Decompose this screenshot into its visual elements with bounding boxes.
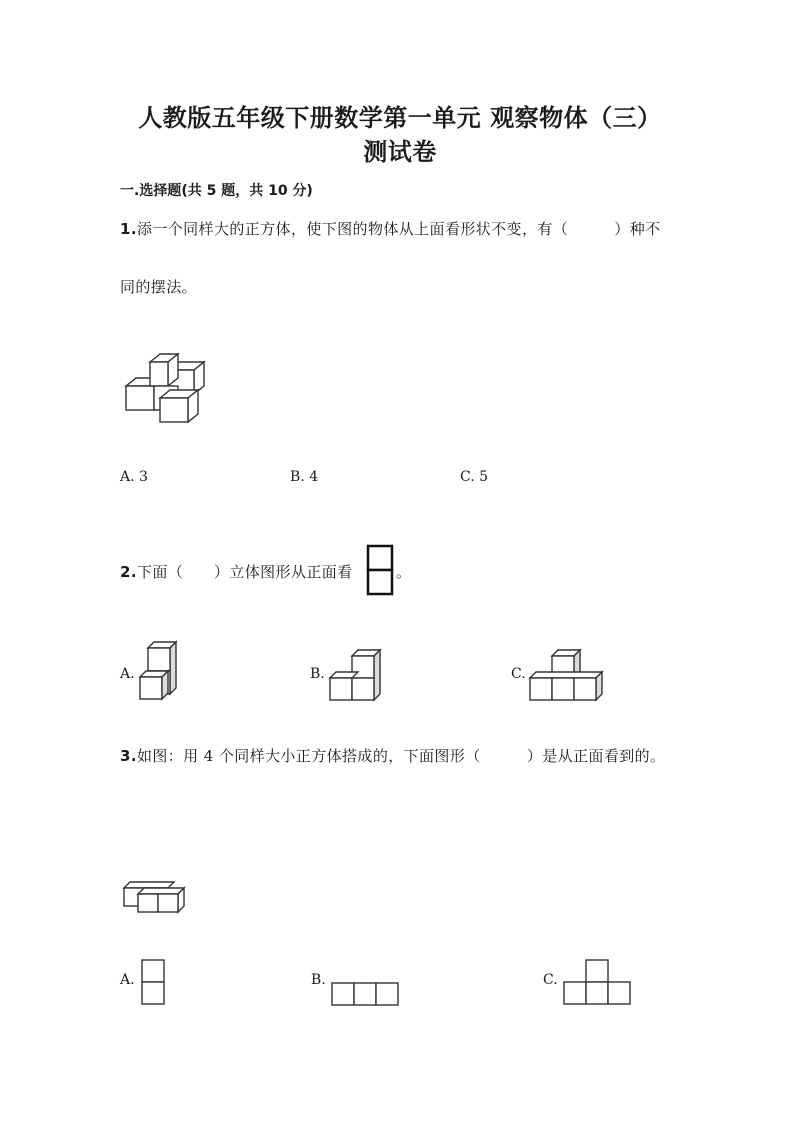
question-1-line2: 同的摆法。 [120, 278, 198, 296]
question-2-option-b-figure[interactable] [328, 648, 384, 702]
question-2-option-c[interactable]: C. [511, 666, 526, 682]
question-2-option-b[interactable]: B. [310, 666, 325, 682]
question-3-text-line [120, 745, 665, 766]
question-3-cube-figure [122, 878, 188, 916]
page-subtitle: 测试卷 [363, 138, 437, 166]
question-1-option-b[interactable]: B. 4 [290, 469, 319, 485]
question-1-cube-figure [122, 352, 212, 424]
question-2-option-c-figure[interactable] [528, 648, 606, 702]
question-3-number: 3. [120, 747, 137, 765]
question-2-text-line [120, 561, 353, 582]
question-1-option-a[interactable]: A. 3 [120, 469, 148, 485]
question-3-option-b-figure[interactable] [330, 981, 400, 1007]
question-1-line1 [120, 218, 661, 239]
page-title: 人教版五年级下册数学第一单元 观察物体（三） [138, 104, 662, 132]
question-2-number: 2. [120, 563, 137, 581]
question-2-option-a-figure[interactable] [138, 640, 180, 700]
question-2-front-view-figure [366, 544, 394, 596]
question-2-text-end: 。 [396, 563, 412, 581]
question-1-option-c[interactable]: C. 5 [460, 469, 489, 485]
question-3-option-c[interactable]: C. [543, 972, 558, 988]
question-3-option-a-figure[interactable] [140, 958, 166, 1006]
question-3-option-a[interactable]: A. [120, 972, 135, 988]
question-3-option-b[interactable]: B. [311, 972, 326, 988]
section-heading: 一.选择题(共 5 题，共 10 分) [120, 183, 313, 199]
question-1-text: 添一个同样大的正方体，使下图的物体从上面看形状不变，有（ ）种不 [136, 220, 661, 238]
question-2-option-a[interactable]: A. [120, 666, 135, 682]
question-3-text: 如图：用 4 个同样大小正方体搭成的，下面图形（ ）是从正面看到的。 [136, 747, 666, 765]
question-2-text: 下面（ ）立体图形从正面看 [136, 563, 353, 581]
question-3-option-c-figure[interactable] [562, 958, 632, 1006]
question-1-number: 1. [120, 220, 137, 238]
